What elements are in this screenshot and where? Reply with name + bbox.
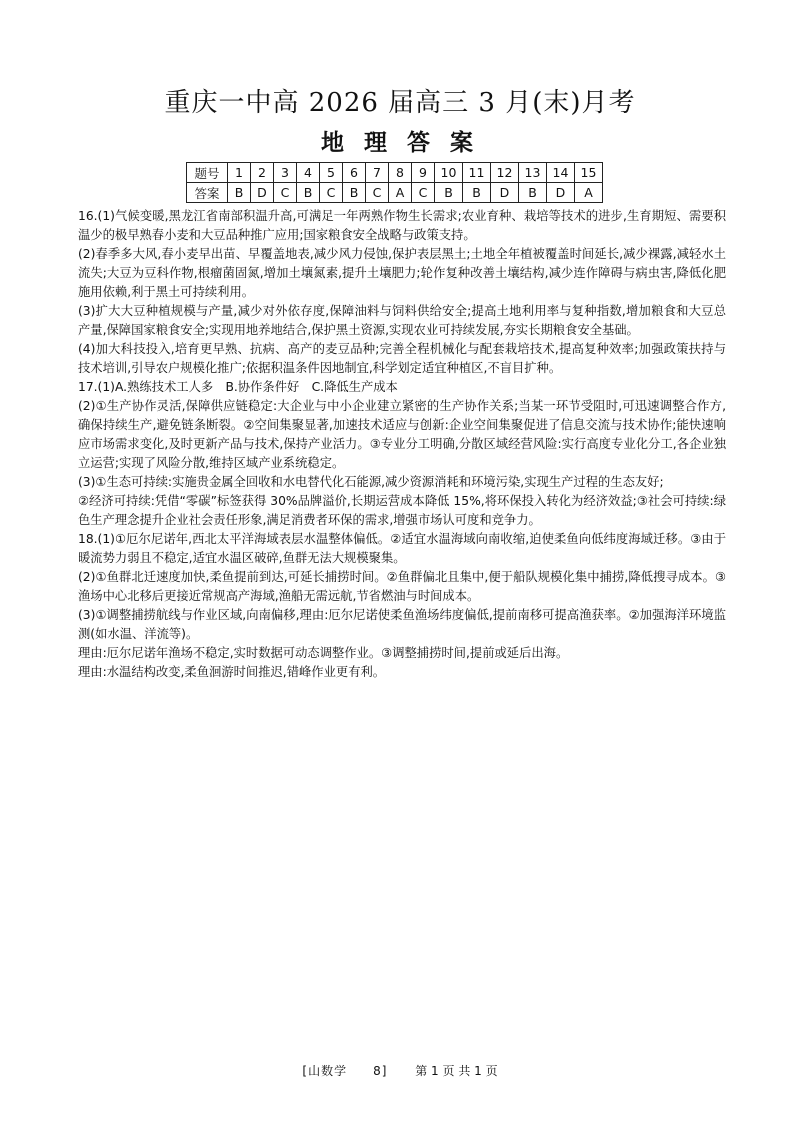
answer-cell: A [575,183,603,203]
question-number-cell: 2 [251,163,274,183]
answer-paragraph: 17.(1)A.熟练技术工人多 B.协作条件好 C.降低生产成本 [78,380,398,394]
question-number-cell: 3 [274,163,297,183]
answer-cell: B [519,183,547,203]
document-title: 重庆一中高 2026 届高三 3 月(末)月考 [164,88,636,118]
answer-paragraph: (2)春季多大风,春小麦早出苗、早覆盖地表,减少风力侵蚀,保护表层黑土;土地全年植被覆盖时间延长,减少裸露,减轻水土流失;大豆为豆科作物,根瘤菌固氮,增加土壤氮素,提升土壤肥力;轮作复种改善土壤结构,减少连作障碍与病虫害,降低化肥施用依赖,利于黑土可持续利用。 [78,247,726,299]
answer-table [186,162,603,203]
question-number-cell: 11 [463,163,491,183]
answer-paragraph: 16.(1)气候变暖,黑龙江省南部积温升高,可满足一年两熟作物生长需求;农业育种、栽培等技术的进步,生育期短、需要积温少的极早熟春小麦和大豆品种推广应用;国家粮食安全战略与政策支持。 [78,209,726,242]
footer-logo: [山数学 8] [302,1064,388,1078]
answer-cell: D [251,183,274,203]
answer-paragraph: (2)①生产协作灵活,保障供应链稳定:大企业与中小企业建立紧密的生产协作关系;当某一环节受阻时,可迅速调整合作方,确保持续生产,避免链条断裂。②空间集聚显著,加速技术适应与创新:企业空间集聚促进了信息交流与技术协作;能快速响应市场需求变化,及时更新产品与技术,保持产业活力。③专业分工明确,分散区域经营风险:实行高度专业化分工,各企业独立运营;实现了风险分散,维持区域产业系统稳定。 [78,399,726,470]
question-number-cell: 8 [389,163,412,183]
document-subtitle: 地 理 答 案 [320,129,480,156]
answer-cell: B [228,183,251,203]
question-number-cell: 7 [366,163,389,183]
answer-cell: C [366,183,389,203]
question-number-cell: 12 [491,163,519,183]
answer-paragraph: (3)①生态可持续:实施贵金属全回收和水电替代化石能源,减少资源消耗和环境污染,实现生产过程的生态友好; [78,475,664,489]
answer-paragraph: 理由:厄尔尼诺年渔场不稳定,实时数据可动态调整作业。③调整捕捞时间,提前或延后出海。 [78,646,569,660]
question-number-cell: 9 [412,163,435,183]
answer-content [78,207,726,682]
question-number-cell: 4 [297,163,320,183]
question-number-cell: 10 [435,163,463,183]
answer-cell: A [389,183,412,203]
answer-cell: C [412,183,435,203]
answer-cell: B [343,183,366,203]
answer-table-number-row [187,163,603,183]
answer-paragraph: (4)加大科技投入,培育更早熟、抗病、高产的麦豆品种;完善全程机械化与配套栽培技术,提高复种效率;加强政策扶持与技术培训,引导农户规模化推广;依据积温条件因地制宜,科学划定适宜种植区,不盲目扩种。 [78,342,726,375]
answer-cell: B [297,183,320,203]
answer-cell: B [435,183,463,203]
answer-cell: B [463,183,491,203]
answer-paragraph: ②经济可持续:凭借“零碳”标签获得 30%品牌溢价,长期运营成本降低 15%,将环保投入转化为经济效益;③社会可持续:绿色生产理念提升企业社会责任形象,满足消费者环保的需求,增强市场认可度和竞争力。 [78,494,726,527]
answer-table-row-label: 题号 [187,163,228,183]
question-number-cell: 14 [547,163,575,183]
answer-paragraph: 18.(1)①厄尔尼诺年,西北太平洋海域表层水温整体偏低。②适宜水温海域向南收缩,迫使柔鱼向低纬度海域迁移。③由于暖流势力弱且不稳定,适宜水温区破碎,鱼群无法大规模聚集。 [78,532,726,565]
question-number-cell: 5 [320,163,343,183]
answer-table-row-label: 答案 [187,183,228,203]
answer-paragraph: (3)扩大大豆种植规模与产量,减少对外依存度,保障油料与饲料供给安全;提高土地利用率与复种指数,增加粮食和大豆总产量,保障国家粮食安全;实现用地养地结合,保护黑土资源,实现农业可持续发展,夯实长期粮食安全基础。 [78,304,726,337]
page-footer [0,1062,800,1079]
answer-cell: C [274,183,297,203]
answer-paragraph: 理由:水温结构改变,柔鱼洄游时间推迟,错峰作业更有利。 [78,665,386,679]
answer-paragraph: (2)①鱼群北迁速度加快,柔鱼提前到达,可延长捕捞时间。②鱼群偏北且集中,便于船队规模化集中捕捞,降低搜寻成本。③渔场中心北移后更接近常规高产海域,渔船无需远航,节省燃油与时间成本。 [78,570,726,603]
question-number-cell: 6 [343,163,366,183]
answer-table-answer-row [187,183,603,203]
question-number-cell: 15 [575,163,603,183]
answer-cell: D [491,183,519,203]
answer-cell: C [320,183,343,203]
question-number-cell: 1 [228,163,251,183]
page-number: 第 1 页 共 1 页 [415,1064,498,1078]
question-number-cell: 13 [519,163,547,183]
answer-paragraph: (3)①调整捕捞航线与作业区域,向南偏移,理由:厄尔尼诺使柔鱼渔场纬度偏低,提前南移可提高渔获率。②加强海洋环境监测(如水温、洋流等)。 [78,608,726,641]
answer-cell: D [547,183,575,203]
